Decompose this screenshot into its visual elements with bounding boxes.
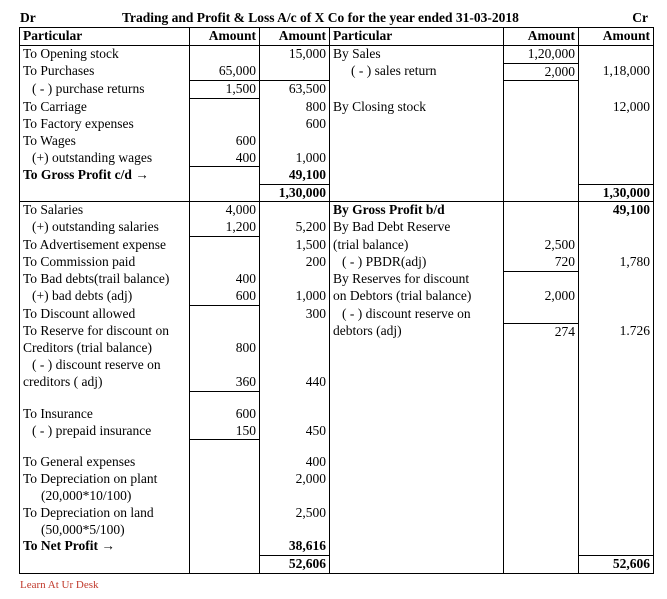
entry-amount: [579, 133, 654, 150]
entry-amount: 440: [260, 374, 330, 391]
debit-label: Dr: [20, 10, 36, 25]
entry-text: (50,000*5/100): [20, 522, 190, 539]
table-row: [20, 237, 654, 254]
table-row: [20, 219, 654, 236]
entry-amount: 15,000: [260, 45, 330, 63]
entry-amount: 2,000: [504, 288, 579, 305]
entry-text: ( - ) purchase returns: [20, 81, 190, 99]
entry-amount: [504, 167, 579, 184]
table-row: [20, 471, 654, 488]
net-profit: To Net Profit →: [20, 538, 190, 555]
table-row: [20, 323, 654, 340]
entry-text: (+) outstanding salaries: [20, 219, 190, 236]
entry-amount: [504, 81, 579, 99]
table-row: [20, 423, 654, 440]
account-title: Trading and Profit & Loss A/c of X Co for the year ended 31-03-2018: [122, 10, 519, 25]
entry-amount: 1,500: [260, 237, 330, 254]
table-row: [20, 45, 654, 63]
entry-amount: 600: [260, 116, 330, 133]
trading-total-row: [20, 184, 654, 202]
entry-text: To Commission paid: [20, 254, 190, 271]
entry-text: [330, 116, 504, 133]
table-row: [20, 116, 654, 133]
account-header: [20, 10, 652, 26]
entry-amount: [190, 116, 260, 133]
entry-text: To Reserve for discount on: [20, 323, 190, 340]
entry-amount: 1,780: [579, 254, 654, 271]
table-row: [20, 99, 654, 116]
entry-text: [330, 167, 504, 184]
table-row: [20, 288, 654, 305]
entry-amount: 12,000: [579, 99, 654, 116]
entry-amount: [579, 45, 654, 63]
entry-amount: [504, 150, 579, 167]
entry-text: To Discount allowed: [20, 306, 190, 323]
entry-amount: [579, 150, 654, 167]
entry-text: (trial balance): [330, 237, 504, 254]
entry-amount: [579, 167, 654, 184]
entry-amount: [579, 116, 654, 133]
entry-amount: 38,616: [260, 538, 330, 555]
trading-total-left: 1,30,000: [260, 184, 330, 202]
entry-text: To Purchases: [20, 63, 190, 81]
entry-text: on Debtors (trial balance): [330, 288, 504, 305]
entry-amount: 150: [190, 423, 260, 440]
entry-amount: [190, 99, 260, 116]
entry-amount: 450: [260, 423, 330, 440]
entry-text: ( - ) prepaid insurance: [20, 423, 190, 440]
table-row: [20, 340, 654, 357]
watermark-text: Learn At Ur Desk: [20, 579, 99, 591]
entry-amount: 49,100: [579, 202, 654, 219]
entry-amount: 49,100: [260, 167, 330, 184]
table-row: [20, 133, 654, 150]
entry-amount: 600: [190, 406, 260, 423]
gross-profit-cd: To Gross Profit c/d →: [20, 167, 190, 184]
entry-amount: 1,20,000: [504, 45, 579, 63]
entry-amount: 1,500: [190, 81, 260, 99]
entry-text: To Wages: [20, 133, 190, 150]
entry-amount: [260, 63, 330, 81]
col-amount-right-2: Amount: [579, 28, 654, 46]
table-row: [20, 271, 654, 288]
entry-amount: [504, 116, 579, 133]
entry-amount: 400: [190, 271, 260, 288]
entry-amount: 600: [190, 133, 260, 150]
entry-text: debtors (adj): [330, 323, 504, 340]
entry-text: ( - ) discount reserve on: [330, 306, 504, 323]
trading-total-right: 1,30,000: [579, 184, 654, 202]
col-amount-left-2: Amount: [260, 28, 330, 46]
entry-amount: 1.726: [579, 323, 654, 340]
table-row: [20, 306, 654, 323]
entry-text: To Depreciation on land: [20, 505, 190, 522]
entry-text: By Reserves for discount: [330, 271, 504, 288]
table-row: [20, 454, 654, 471]
entry-amount: 2,000: [504, 63, 579, 81]
table-row: [20, 202, 654, 219]
entry-text: ( - ) PBDR(adj): [330, 254, 504, 271]
entry-text: [330, 133, 504, 150]
entry-text: To Bad debts(trail balance): [20, 271, 190, 288]
table-row: [20, 81, 654, 99]
pl-total-right: 52,606: [579, 556, 654, 574]
entry-amount: 4,000: [190, 202, 260, 219]
col-particular-right: Particular: [330, 28, 504, 46]
entry-text: To Depreciation on plant: [20, 471, 190, 488]
entry-text: To Carriage: [20, 99, 190, 116]
gross-profit-bd: By Gross Profit b/d: [330, 202, 504, 219]
table-row: [20, 63, 654, 81]
entry-amount: [260, 133, 330, 150]
entry-amount: [190, 45, 260, 63]
entry-amount: [190, 167, 260, 184]
entry-text: To Factory expenses: [20, 116, 190, 133]
entry-text: [330, 81, 504, 99]
entry-amount: 600: [190, 288, 260, 305]
pl-total-left: 52,606: [260, 556, 330, 574]
entry-amount: 300: [260, 306, 330, 323]
entry-text: (20,000*10/100): [20, 488, 190, 505]
entry-amount: 1,000: [260, 150, 330, 167]
entry-text: ( - ) sales return: [330, 63, 504, 81]
entry-text: (+) outstanding wages: [20, 150, 190, 167]
entry-amount: 2,500: [504, 237, 579, 254]
entry-amount: [579, 81, 654, 99]
col-amount-left-1: Amount: [190, 28, 260, 46]
table-row: [20, 522, 654, 539]
entry-amount: 400: [260, 454, 330, 471]
entry-text: By Closing stock: [330, 99, 504, 116]
entry-amount: 360: [190, 374, 260, 391]
entry-text: To General expenses: [20, 454, 190, 471]
entry-text: To Insurance: [20, 406, 190, 423]
entry-amount: 200: [260, 254, 330, 271]
col-particular-left: Particular: [20, 28, 190, 46]
entry-amount: 2,500: [260, 505, 330, 522]
entry-amount: 800: [260, 99, 330, 116]
entry-text: By Bad Debt Reserve: [330, 219, 504, 236]
entry-text: To Opening stock: [20, 45, 190, 63]
table-row: [20, 374, 654, 391]
entry-amount: 2,000: [260, 471, 330, 488]
entry-text: [330, 150, 504, 167]
entry-amount: 1,000: [260, 288, 330, 305]
entry-text: ( - ) discount reserve on: [20, 357, 190, 374]
table-row: [20, 488, 654, 505]
entry-amount: 5,200: [260, 219, 330, 236]
entry-amount: 1,18,000: [579, 63, 654, 81]
entry-amount: 800: [190, 340, 260, 357]
col-amount-right-1: Amount: [504, 28, 579, 46]
table-row: [20, 538, 654, 555]
table-row: [20, 254, 654, 271]
table-row: [20, 357, 654, 374]
table-row: [20, 150, 654, 167]
entry-text: By Sales: [330, 45, 504, 63]
entry-amount: 720: [504, 254, 579, 271]
ledger-table: [19, 27, 654, 574]
credit-label: Cr: [632, 10, 648, 25]
entry-amount: [504, 99, 579, 116]
entry-amount: [504, 133, 579, 150]
entry-amount: 63,500: [260, 81, 330, 99]
column-header-row: [20, 28, 654, 46]
entry-text: (+) bad debts (adj): [20, 288, 190, 305]
entry-text: Creditors (trial balance): [20, 340, 190, 357]
table-row: [20, 167, 654, 184]
pl-total-row: [20, 556, 654, 574]
entry-amount: 400: [190, 150, 260, 167]
entry-amount: 65,000: [190, 63, 260, 81]
table-row: [20, 505, 654, 522]
entry-text: To Salaries: [20, 202, 190, 219]
table-row: [20, 406, 654, 423]
entry-amount: 1,200: [190, 219, 260, 236]
entry-text: To Advertisement expense: [20, 237, 190, 254]
entry-text: creditors ( adj): [20, 374, 190, 391]
entry-amount: 274: [504, 323, 579, 340]
